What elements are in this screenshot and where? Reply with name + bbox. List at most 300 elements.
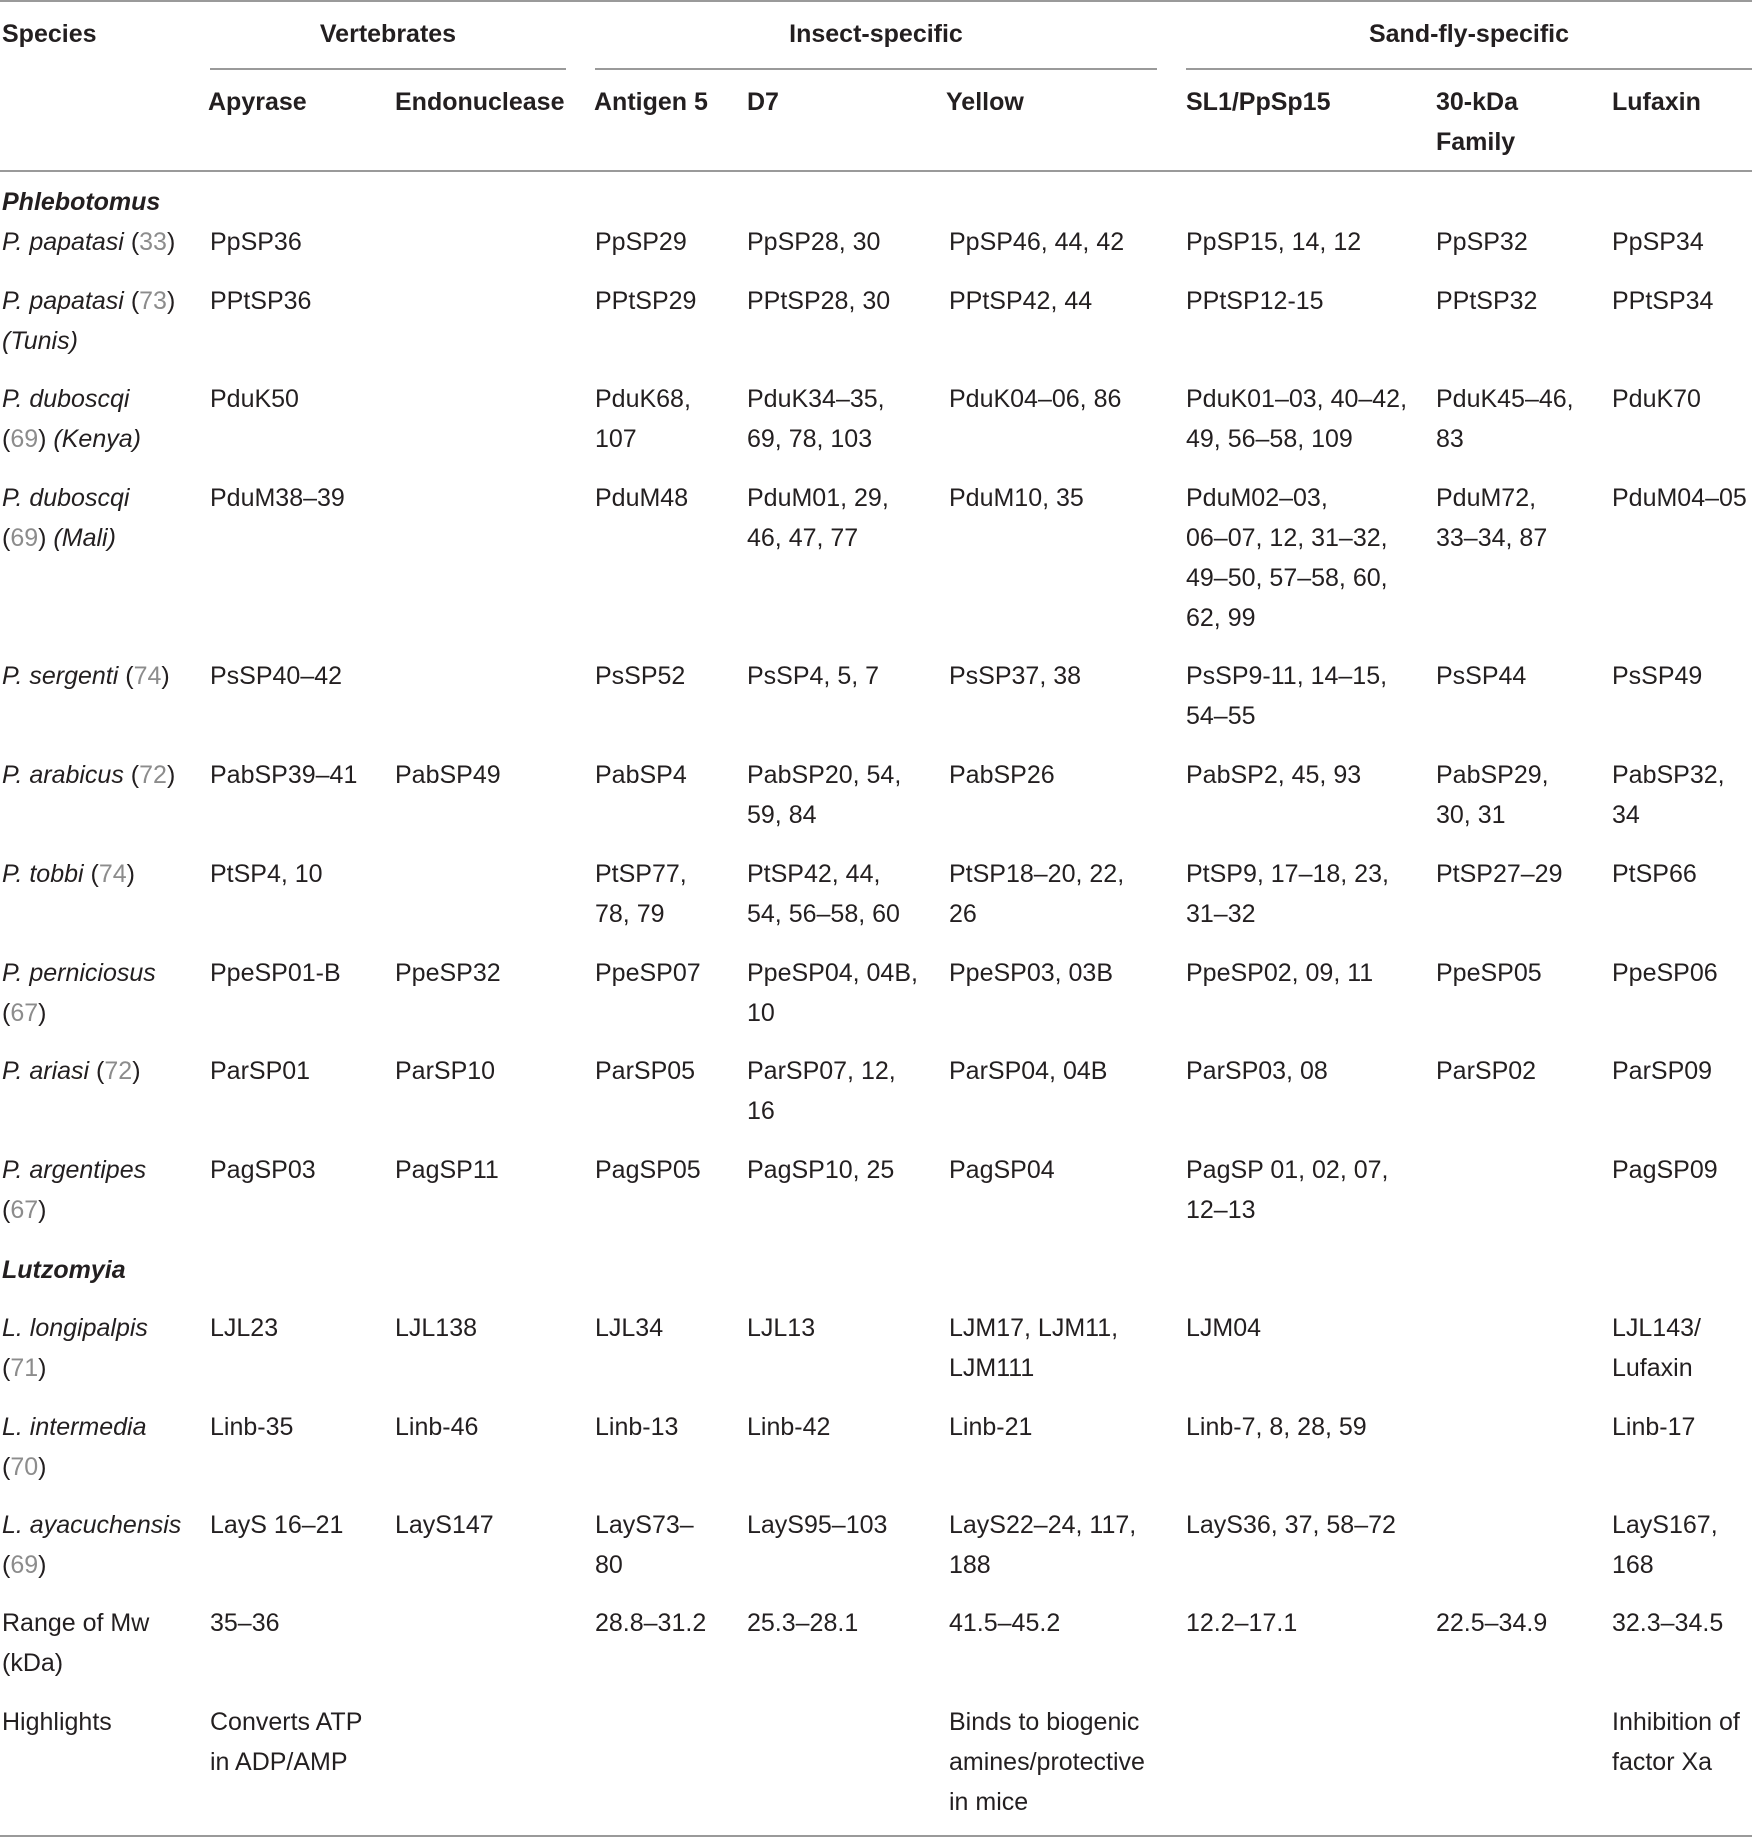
cell-sl1-ppsp15	[1186, 1505, 1396, 1545]
reference-number: 74	[98, 860, 127, 888]
row-species-label: L. ayacuchensis (69)	[2, 1505, 181, 1585]
cell-text-line: PabSP2, 45, 93	[1186, 761, 1362, 789]
column-header-30kda: 30-kDa	[1436, 88, 1518, 116]
species-locality: (Mali)	[53, 524, 116, 552]
cell-text-line: PduM48	[595, 484, 689, 512]
cell-yellow	[949, 854, 1124, 934]
cell-text-line: 22.5–34.9	[1436, 1609, 1548, 1637]
cell-text-line: PpSP36	[210, 228, 302, 256]
cell-text-line: PduK70	[1612, 385, 1701, 413]
row-label-line: Range of Mw	[2, 1609, 150, 1637]
reference-number: 69	[10, 524, 39, 552]
cell-text-line: 41.5–45.2	[949, 1609, 1061, 1637]
cell-lufaxin	[1612, 854, 1697, 894]
cell-text-line: PduM02–03,	[1186, 484, 1328, 512]
cell-apyrase	[210, 1505, 343, 1545]
cell-yellow	[949, 1407, 1032, 1447]
cell-yellow	[949, 656, 1081, 696]
cell-text-line: 28.8–31.2	[595, 1609, 707, 1637]
cell-text-line: PabSP4	[595, 761, 687, 789]
cell-sl1-ppsp15	[1186, 1051, 1328, 1091]
cell-text-line: 33–34, 87	[1436, 524, 1548, 552]
cell-yellow	[949, 755, 1055, 795]
cell-text-line: PduM04–05	[1612, 484, 1747, 512]
cell-lufaxin	[1612, 1150, 1718, 1190]
cell-text-line: PduM72,	[1436, 484, 1537, 512]
cell-d7	[747, 755, 901, 835]
cell-yellow	[949, 1702, 1145, 1822]
cell-text-line: 62, 99	[1186, 604, 1256, 632]
cell-apyrase	[210, 281, 311, 321]
cell-text-line: PduM01, 29,	[747, 484, 889, 512]
cell-text-line: LJL13	[747, 1314, 816, 1342]
cell-apyrase	[210, 379, 299, 419]
cell-yellow	[949, 281, 1092, 321]
cell-text-line: 12–13	[1186, 1196, 1256, 1224]
cell-text-line: 25.3–28.1	[747, 1609, 859, 1637]
cell-antigen-5	[595, 281, 696, 321]
species-locality: (Kenya)	[53, 425, 141, 453]
cell-sl1-ppsp15	[1186, 379, 1407, 459]
section-phlebotomus: Phlebotomus	[2, 188, 161, 216]
cell-text-line: PtSP27–29	[1436, 860, 1563, 888]
cell-30kda-family	[1436, 953, 1542, 993]
cell-antigen-5	[595, 1407, 678, 1447]
cell-apyrase	[210, 1051, 310, 1091]
cell-text-line: amines/protective	[949, 1748, 1145, 1776]
cell-d7	[747, 854, 900, 934]
cell-d7	[747, 379, 885, 459]
cell-text-line: ParSP02	[1436, 1057, 1537, 1085]
cell-text-line: PPtSP28, 30	[747, 287, 891, 315]
table-top-rule	[0, 0, 1752, 2]
cell-text-line: PpSP46, 44, 42	[949, 228, 1125, 256]
cell-d7	[747, 953, 918, 1033]
cell-text-line: PpSP15, 14, 12	[1186, 228, 1362, 256]
species-name: P. ariasi	[2, 1057, 90, 1085]
cell-text-line: ParSP10	[395, 1057, 496, 1085]
row-label-line: (kDa)	[2, 1649, 64, 1677]
cell-30kda-family	[1436, 379, 1574, 459]
reference-number: 69	[10, 425, 39, 453]
cell-text-line: PPtSP12-15	[1186, 287, 1324, 315]
cell-text-line: 06–07, 12, 31–32,	[1186, 524, 1388, 552]
cell-text-line: PduK68,	[595, 385, 691, 413]
cell-text-line: LJL34	[595, 1314, 664, 1342]
species-name: P. argentipes	[2, 1156, 147, 1184]
species-name: P. perniciosus	[2, 959, 156, 987]
group-vertebrates: Vertebrates	[319, 20, 457, 48]
group-vertebrates-rule	[210, 68, 566, 70]
species-name: P. arabicus	[2, 761, 124, 789]
cell-text-line: Linb-35	[210, 1413, 294, 1441]
cell-yellow	[949, 222, 1124, 262]
cell-endonuclease	[395, 1051, 495, 1091]
cell-30kda-family	[1436, 656, 1526, 696]
cell-text-line: PagSP10, 25	[747, 1156, 895, 1184]
species-name: P. tobbi	[2, 860, 84, 888]
cell-text-line: 69, 78, 103	[747, 425, 873, 453]
row-species-label: P. ariasi (72)	[2, 1057, 141, 1085]
cell-text-line: Lufaxin	[1612, 1354, 1693, 1382]
species-locality: (Tunis)	[2, 327, 78, 355]
cell-sl1-ppsp15	[1186, 854, 1389, 934]
reference-number: 67	[10, 1196, 39, 1224]
cell-text-line: PagSP11	[395, 1156, 499, 1184]
row-species-label: L. intermedia (70)	[2, 1407, 147, 1487]
column-header-endonuclease: Endonuclease	[395, 88, 565, 116]
cell-antigen-5	[595, 854, 687, 934]
cell-text-line: in mice	[949, 1788, 1029, 1816]
cell-text-line: 34	[1612, 801, 1640, 829]
cell-sl1-ppsp15	[1186, 222, 1361, 262]
cell-text-line: PpSP29	[595, 228, 687, 256]
cell-text-line: 49, 56–58, 109	[1186, 425, 1353, 453]
cell-text-line: LayS95–103	[747, 1511, 888, 1539]
cell-text-line: 30, 31	[1436, 801, 1506, 829]
row-species-label: P. papatasi (33)	[2, 228, 176, 256]
cell-sl1-ppsp15	[1186, 478, 1388, 638]
row-species-label: P. papatasi (73) (Tunis)	[2, 281, 175, 361]
cell-d7	[747, 1051, 896, 1131]
cell-endonuclease	[395, 1150, 499, 1190]
cell-lufaxin	[1612, 755, 1725, 835]
cell-text-line: LayS22–24, 117,	[949, 1511, 1137, 1539]
cell-text-line: 78, 79	[595, 900, 665, 928]
cell-d7	[747, 1505, 887, 1545]
cell-antigen-5	[595, 379, 691, 459]
cell-text-line: PduM10, 35	[949, 484, 1084, 512]
cell-text-line: PagSP03	[210, 1156, 316, 1184]
cell-text-line: PpeSP01-B	[210, 959, 341, 987]
cell-text-line: 32.3–34.5	[1612, 1609, 1724, 1637]
row-label-range-mw	[2, 1603, 149, 1683]
row-species-label: P. arabicus (72)	[2, 761, 176, 789]
cell-text-line: PagSP 01, 02, 07,	[1186, 1156, 1389, 1184]
column-header-antigen-5: Antigen 5	[594, 88, 708, 116]
cell-text-line: PabSP20, 54,	[747, 761, 902, 789]
cell-antigen-5	[595, 953, 701, 993]
cell-d7	[747, 656, 879, 696]
cell-lufaxin	[1612, 1603, 1723, 1643]
row-species-label: P. duboscqi (69) (Kenya)	[2, 379, 141, 459]
cell-sl1-ppsp15	[1186, 281, 1324, 321]
cell-text-line: PsSP9-11, 14–15,	[1186, 662, 1388, 690]
group-insect-specific: Insect-specific	[789, 20, 963, 48]
cell-text-line: PsSP44	[1436, 662, 1527, 690]
cell-lufaxin	[1612, 1308, 1701, 1388]
cell-text-line: Binds to biogenic	[949, 1708, 1140, 1736]
cell-lufaxin	[1612, 656, 1702, 696]
cell-text-line: LayS73–	[595, 1511, 694, 1539]
cell-text-line: LJL143/	[1612, 1314, 1701, 1342]
cell-text-line: PabSP49	[395, 761, 501, 789]
cell-text-line: in ADP/AMP	[210, 1748, 348, 1776]
row-species-label: P. perniciosus (67)	[2, 953, 156, 1033]
cell-sl1-ppsp15	[1186, 1407, 1367, 1447]
cell-30kda-family	[1436, 854, 1563, 894]
cell-d7	[747, 1603, 858, 1643]
cell-yellow	[949, 1051, 1107, 1091]
cell-text-line: 59, 84	[747, 801, 817, 829]
cell-text-line: PagSP04	[949, 1156, 1055, 1184]
row-label-line: Highlights	[2, 1708, 112, 1736]
column-header-sl1-ppsp15: SL1/PpSp15	[1186, 88, 1331, 116]
cell-antigen-5	[595, 478, 688, 518]
cell-text-line: PpeSP06	[1612, 959, 1718, 987]
cell-apyrase	[210, 656, 342, 696]
cell-text-line: 10	[747, 999, 775, 1027]
cell-text-line: PPtSP42, 44	[949, 287, 1093, 315]
cell-antigen-5	[595, 222, 687, 262]
cell-apyrase	[210, 755, 357, 795]
cell-text-line: 26	[949, 900, 977, 928]
cell-text-line: PsSP40–42	[210, 662, 343, 690]
group-sand-fly-specific-rule	[1186, 68, 1752, 70]
cell-lufaxin	[1612, 281, 1713, 321]
column-header-d7: D7	[747, 88, 779, 116]
cell-text-line: PabSP26	[949, 761, 1055, 789]
cell-text-line: PabSP32,	[1612, 761, 1725, 789]
cell-text-line: LJL138	[395, 1314, 478, 1342]
cell-sl1-ppsp15	[1186, 755, 1361, 795]
cell-text-line: PabSP39–41	[210, 761, 358, 789]
cell-text-line: 54–55	[1186, 702, 1256, 730]
cell-text-line: PsSP37, 38	[949, 662, 1082, 690]
cell-antigen-5	[595, 1603, 706, 1643]
cell-antigen-5	[595, 1505, 694, 1585]
cell-yellow	[949, 1603, 1060, 1643]
group-sand-fly-specific: Sand-fly-specific	[1368, 20, 1570, 48]
header-species: Species	[2, 20, 97, 48]
species-name: P. papatasi	[2, 287, 124, 315]
cell-text-line: Inhibition of	[1612, 1708, 1740, 1736]
cell-text-line: PsSP4, 5, 7	[747, 662, 880, 690]
cell-text-line: PtSP9, 17–18, 23,	[1186, 860, 1389, 888]
cell-text-line: 12.2–17.1	[1186, 1609, 1298, 1637]
cell-sl1-ppsp15	[1186, 953, 1373, 993]
cell-text-line: 46, 47, 77	[747, 524, 859, 552]
cell-text-line: PsSP49	[1612, 662, 1703, 690]
cell-antigen-5	[595, 1150, 701, 1190]
cell-yellow	[949, 1308, 1118, 1388]
column-header-family: Family	[1436, 128, 1516, 156]
row-species-label: P. sergenti (74)	[2, 662, 170, 690]
cell-text-line: 83	[1436, 425, 1464, 453]
reference-number: 71	[10, 1354, 39, 1382]
cell-text-line: 49–50, 57–58, 60,	[1186, 564, 1388, 592]
cell-text-line: ParSP01	[210, 1057, 311, 1085]
cell-text-line: PtSP4, 10	[210, 860, 323, 888]
cell-d7	[747, 281, 890, 321]
cell-text-line: PduK34–35,	[747, 385, 885, 413]
cell-antigen-5	[595, 1308, 663, 1348]
cell-sl1-ppsp15	[1186, 1603, 1297, 1643]
reference-number: 67	[10, 999, 39, 1027]
row-species-label: P. argentipes (67)	[2, 1150, 146, 1230]
cell-yellow	[949, 478, 1084, 518]
cell-text-line: PagSP05	[595, 1156, 701, 1184]
reference-number: 69	[10, 1551, 39, 1579]
cell-lufaxin	[1612, 953, 1718, 993]
species-name: P. papatasi	[2, 228, 124, 256]
cell-text-line: LayS 16–21	[210, 1511, 344, 1539]
cell-endonuclease	[395, 1308, 477, 1348]
cell-text-line: PPtSP34	[1612, 287, 1714, 315]
cell-text-line: ParSP09	[1612, 1057, 1713, 1085]
cell-text-line: Converts ATP	[210, 1708, 363, 1736]
cell-endonuclease	[395, 953, 501, 993]
row-species-label: P. duboscqi (69) (Mali)	[2, 478, 129, 558]
cell-text-line: PpSP32	[1436, 228, 1528, 256]
cell-text-line: 107	[595, 425, 637, 453]
cell-antigen-5	[595, 656, 685, 696]
reference-number: 70	[10, 1453, 39, 1481]
cell-text-line: PtSP42, 44,	[747, 860, 881, 888]
cell-text-line: PpeSP32	[395, 959, 501, 987]
cell-text-line: PPtSP29	[595, 287, 697, 315]
column-header-apyrase: Apyrase	[208, 88, 307, 116]
cell-text-line: 35–36	[210, 1609, 280, 1637]
cell-text-line: PsSP52	[595, 662, 686, 690]
cell-apyrase	[210, 854, 323, 894]
cell-30kda-family	[1436, 281, 1537, 321]
cell-text-line: PtSP77,	[595, 860, 687, 888]
cell-endonuclease	[395, 755, 501, 795]
cell-text-line: factor Xa	[1612, 1748, 1713, 1776]
cell-text-line: LJM04	[1186, 1314, 1262, 1342]
cell-text-line: Linb-17	[1612, 1413, 1696, 1441]
species-name: L. ayacuchensis	[2, 1511, 182, 1539]
cell-apyrase	[210, 1603, 280, 1643]
cell-antigen-5	[595, 1051, 695, 1091]
cell-apyrase	[210, 222, 302, 262]
cell-lufaxin	[1612, 1505, 1718, 1585]
cell-lufaxin	[1612, 222, 1704, 262]
cell-sl1-ppsp15	[1186, 656, 1387, 736]
cell-lufaxin	[1612, 1051, 1712, 1091]
cell-30kda-family	[1436, 755, 1549, 835]
cell-text-line: PPtSP36	[210, 287, 312, 315]
cell-text-line: 188	[949, 1551, 991, 1579]
cell-apyrase	[210, 478, 345, 518]
table-bottom-rule	[0, 1835, 1752, 1837]
cell-lufaxin	[1612, 1407, 1695, 1447]
reference-number: 74	[133, 662, 162, 690]
cell-yellow	[949, 379, 1121, 419]
cell-apyrase	[210, 1407, 293, 1447]
reference-number: 72	[139, 761, 167, 789]
cell-text-line: PagSP09	[1612, 1156, 1718, 1184]
cell-endonuclease	[395, 1407, 478, 1447]
cell-apyrase	[210, 1308, 278, 1348]
reference-number: 72	[104, 1057, 133, 1085]
cell-text-line: ParSP04, 04B	[949, 1057, 1108, 1085]
column-header-yellow: Yellow	[946, 88, 1024, 116]
cell-text-line: Linb-46	[395, 1413, 479, 1441]
cell-text-line: 54, 56–58, 60	[747, 900, 900, 928]
cell-text-line: PpeSP07	[595, 959, 701, 987]
cell-text-line: LayS167,	[1612, 1511, 1718, 1539]
cell-text-line: LJL23	[210, 1314, 279, 1342]
cell-text-line: ParSP03, 08	[1186, 1057, 1328, 1085]
cell-d7	[747, 1150, 894, 1190]
cell-text-line: LJM111	[949, 1354, 1035, 1382]
cell-text-line: 16	[747, 1097, 775, 1125]
cell-text-line: PduM38–39	[210, 484, 345, 512]
cell-yellow	[949, 953, 1113, 993]
cell-d7	[747, 1407, 830, 1447]
cell-yellow	[949, 1150, 1055, 1190]
cell-text-line: Linb-21	[949, 1413, 1033, 1441]
cell-text-line: PpeSP02, 09, 11	[1186, 959, 1374, 987]
table-header-rule	[0, 170, 1752, 172]
cell-30kda-family	[1436, 478, 1547, 558]
cell-text-line: LayS36, 37, 58–72	[1186, 1511, 1396, 1539]
cell-apyrase	[210, 953, 341, 993]
cell-d7	[747, 478, 889, 558]
cell-text-line: PPtSP32	[1436, 287, 1538, 315]
cell-lufaxin	[1612, 478, 1747, 518]
group-insect-specific-rule	[595, 68, 1157, 70]
reference-number: 33	[139, 228, 167, 256]
cell-yellow	[949, 1505, 1136, 1585]
cell-text-line: PduK04–06, 86	[949, 385, 1122, 413]
row-label-highlights	[2, 1702, 112, 1742]
cell-30kda-family	[1436, 1051, 1536, 1091]
cell-text-line: 168	[1612, 1551, 1654, 1579]
species-name: P. duboscqi	[2, 385, 130, 413]
cell-endonuclease	[395, 1505, 494, 1545]
cell-text-line: 80	[595, 1551, 623, 1579]
species-name: L. longipalpis	[2, 1314, 148, 1342]
reference-number: 73	[139, 287, 167, 315]
cell-d7	[747, 1308, 815, 1348]
row-species-label: P. tobbi (74)	[2, 860, 135, 888]
cell-antigen-5	[595, 755, 687, 795]
cell-text-line: PtSP66	[1612, 860, 1697, 888]
cell-text-line: Linb-42	[747, 1413, 831, 1441]
cell-text-line: PpeSP05	[1436, 959, 1542, 987]
section-lutzomyia: Lutzomyia	[2, 1256, 126, 1284]
cell-sl1-ppsp15	[1186, 1308, 1261, 1348]
cell-d7	[747, 222, 880, 262]
cell-text-line: 31–32	[1186, 900, 1256, 928]
column-header-lufaxin: Lufaxin	[1612, 88, 1701, 116]
cell-text-line: PpSP28, 30	[747, 228, 881, 256]
cell-text-line: PtSP18–20, 22,	[949, 860, 1125, 888]
cell-text-line: ParSP05	[595, 1057, 696, 1085]
cell-text-line: PpeSP04, 04B,	[747, 959, 918, 987]
species-name: L. intermedia	[2, 1413, 147, 1441]
row-species-label: L. longipalpis (71)	[2, 1308, 148, 1388]
cell-30kda-family	[1436, 222, 1528, 262]
cell-lufaxin	[1612, 379, 1701, 419]
cell-text-line: PabSP29,	[1436, 761, 1549, 789]
cell-text-line: PduK01–03, 40–42,	[1186, 385, 1408, 413]
species-name: P. sergenti	[2, 662, 119, 690]
cell-text-line: Linb-13	[595, 1413, 679, 1441]
cell-text-line: PpeSP03, 03B	[949, 959, 1114, 987]
cell-text-line: Linb-7, 8, 28, 59	[1186, 1413, 1367, 1441]
cell-30kda-family	[1436, 1603, 1547, 1643]
cell-text-line: ParSP07, 12,	[747, 1057, 896, 1085]
cell-text-line: LJM17, LJM11,	[949, 1314, 1119, 1342]
cell-apyrase	[210, 1150, 316, 1190]
cell-sl1-ppsp15	[1186, 1150, 1388, 1230]
cell-text-line: PduK45–46,	[1436, 385, 1574, 413]
cell-text-line: PduK50	[210, 385, 299, 413]
